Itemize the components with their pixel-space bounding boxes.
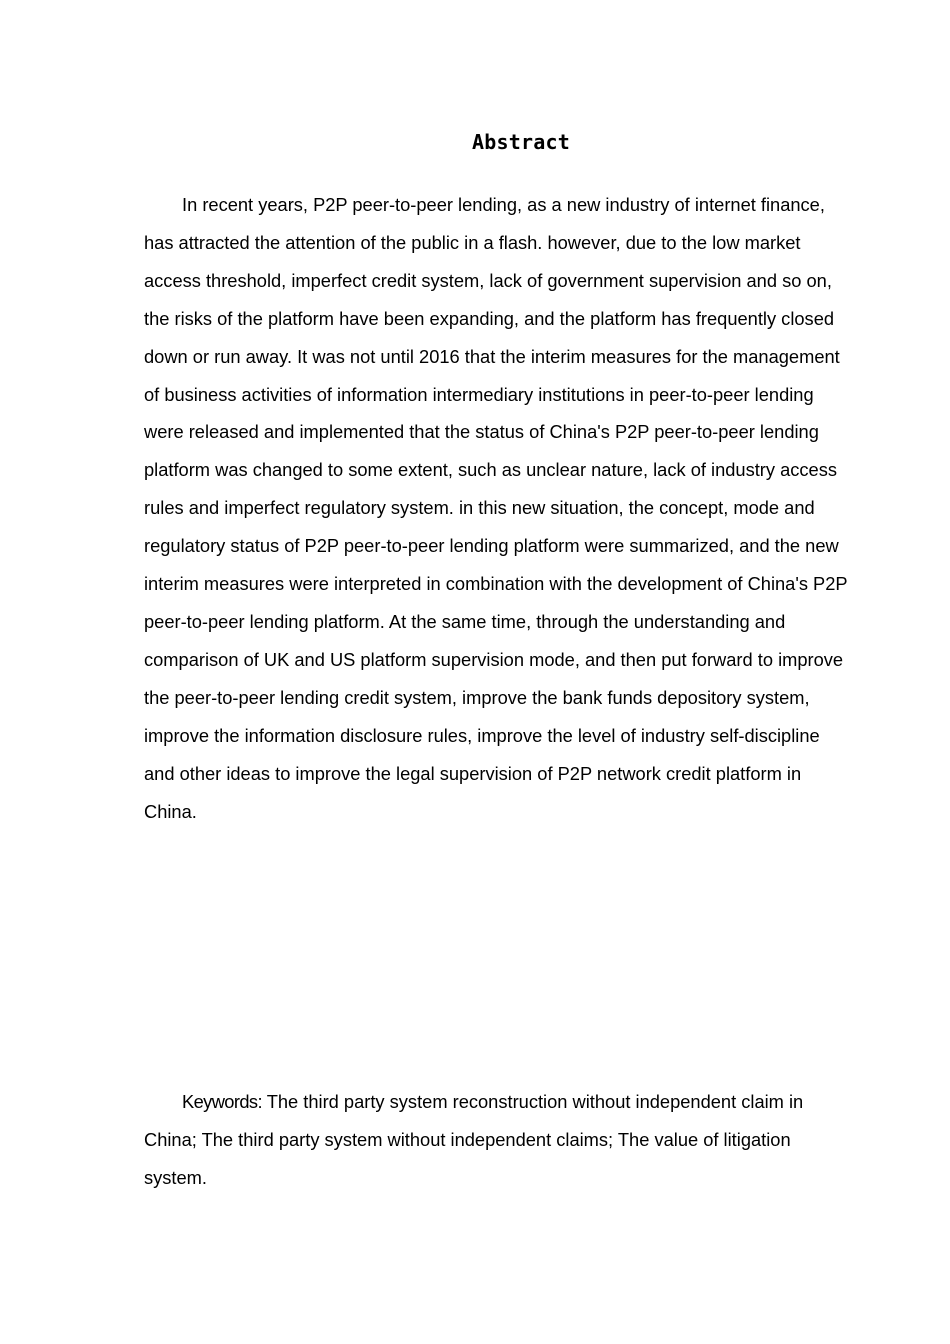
abstract-paragraph: In recent years, P2P peer-to-peer lending, as a new industry of internet finance, has attracted the attention of the public in a flash. however, due to the low market access threshold, imperfect credit system, lack of government supervision and so on, the risks of the platform have been expanding, and the platform has frequently closed down or run away. It was not until 2016 that the interim measures for the management of business activities of information intermediary institutions in peer-to-peer lending were released and implemented that the status of China's P2P peer-to-peer lending platform was changed to some extent, such as unclear nature, lack of industry access rules and imperfect regulatory system. in this new situation, the concept, mode and regulatory status of P2P peer-to-peer lending platform were summarized, and the new interim measures were interpreted in combination with the development of China's P2P peer-to-peer lending platform. At the same time, through the understanding and comparison of UK and US platform supervision mode, and then put forward to improve the peer-to-peer lending credit system, improve the bank funds depository system, improve the information disclosure rules, improve the level of industry self-discipline and other ideas to improve the legal supervision of P2P network credit platform in China. — [144, 194, 848, 822]
keywords-paragraph — [144, 1083, 850, 1197]
keywords-label: Keywords: — [182, 1091, 262, 1112]
page-title: Abstract — [472, 130, 570, 154]
keywords-text: The third party system reconstruction without independent claim in China; The third party system without independent claims; The value of litigation system. — [144, 1091, 804, 1188]
